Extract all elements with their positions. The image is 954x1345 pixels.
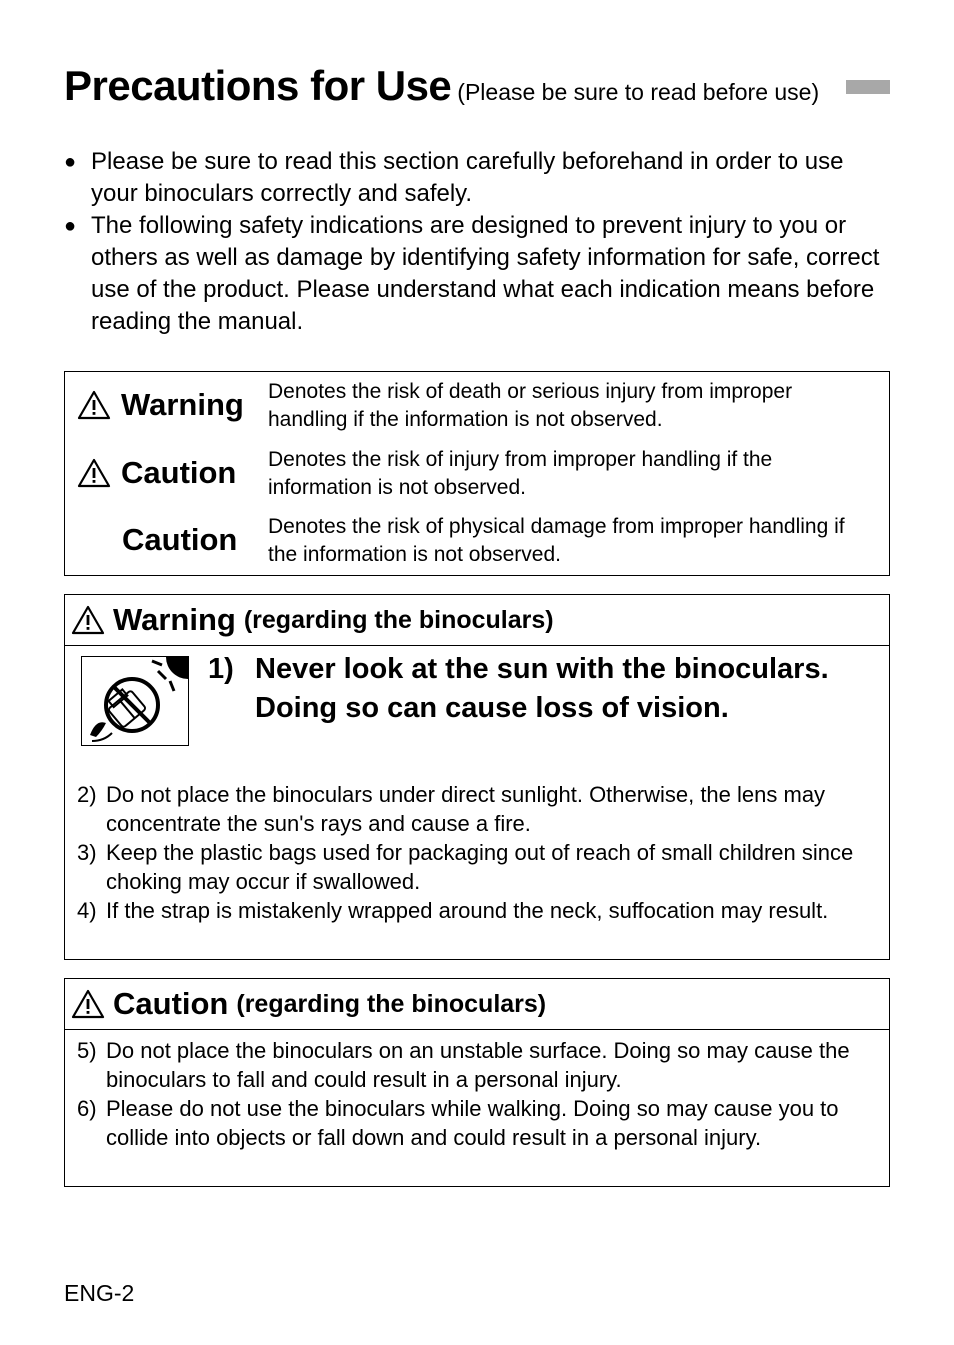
legend-label-text: Warning bbox=[121, 387, 244, 422]
warning-triangle-icon bbox=[71, 989, 105, 1019]
page-number: ENG-2 bbox=[64, 1280, 135, 1306]
warning-triangle-icon bbox=[77, 458, 111, 488]
do-not-look-at-sun-icon bbox=[81, 656, 189, 746]
page-title: Precautions for Use bbox=[64, 62, 452, 109]
legend-label-text: Caution bbox=[121, 455, 237, 490]
warning-item-list bbox=[77, 780, 877, 925]
legend-row-caution-damage bbox=[65, 507, 889, 573]
caution-heading: Caution bbox=[113, 986, 229, 1021]
caution-box bbox=[64, 978, 890, 1187]
warning-triangle-icon bbox=[71, 605, 105, 635]
item-text: If the strap is mistakenly wrapped around the neck, suffocation may result. bbox=[106, 898, 829, 923]
intro-text: Please be sure to read this section carefully beforehand in order to use your binoculars correctly and safely. bbox=[91, 148, 844, 207]
bullet-dot-icon: ● bbox=[64, 215, 77, 237]
intro-bullet bbox=[64, 210, 894, 338]
bullet-dot-icon: ● bbox=[64, 151, 77, 173]
list-item bbox=[77, 896, 877, 925]
intro-text: The following safety indications are designed to prevent injury to you or others as well as damage by identifying safety information for safe, correct use of the product. Please understand what each indication means before reading the manual. bbox=[91, 212, 880, 335]
legend-row-warning bbox=[65, 372, 889, 438]
legend-row-caution bbox=[65, 440, 889, 506]
legend-description: Denotes the risk of physical damage from improper handling if the information is not observed. bbox=[268, 515, 845, 566]
legend-description: Denotes the risk of death or serious injury from improper handling if the information is not observed. bbox=[268, 380, 793, 431]
list-item bbox=[77, 1036, 877, 1094]
item-text: Never look at the sun with the binoculars. Doing so can cause loss of vision. bbox=[255, 653, 829, 724]
legend-label bbox=[77, 372, 244, 438]
caution-subheading: (regarding the binoculars) bbox=[236, 989, 547, 1018]
caution-item-list bbox=[77, 1036, 877, 1152]
item-text: Do not place the binoculars under direct sunlight. Otherwise, the lens may concentrate the sun's rays and cause a fire. bbox=[106, 782, 826, 836]
list-item bbox=[77, 1094, 877, 1152]
item-text: Please do not use the binoculars while walking. Doing so may cause you to collide into objects or fall down and could result in a personal injury. bbox=[106, 1096, 839, 1150]
legend-label bbox=[77, 440, 236, 506]
item-number: 1) bbox=[208, 653, 234, 685]
intro-list bbox=[64, 146, 894, 338]
list-item bbox=[77, 838, 877, 896]
caution-box-header bbox=[65, 979, 889, 1030]
item-number: 3) bbox=[77, 840, 97, 865]
page-header bbox=[64, 62, 894, 110]
intro-bullet bbox=[64, 146, 894, 210]
warning-heading: Warning bbox=[113, 602, 236, 637]
warning-box-header bbox=[65, 595, 889, 646]
list-item bbox=[77, 780, 877, 838]
safety-legend-table bbox=[64, 371, 890, 576]
warning-box bbox=[64, 594, 890, 960]
item-text: Do not place the binoculars on an unstable surface. Doing so may cause the binoculars to fall and could result in a personal injury. bbox=[106, 1038, 850, 1092]
section-tab-marker bbox=[846, 80, 890, 94]
item-number: 4) bbox=[77, 898, 97, 923]
item-text: Keep the plastic bags used for packaging out of reach of small children since choking may occur if swallowed. bbox=[106, 840, 854, 894]
legend-description: Denotes the risk of injury from improper handling if the information is not observed. bbox=[268, 448, 773, 499]
legend-label bbox=[122, 507, 237, 573]
legend-label-text: Caution bbox=[122, 522, 238, 557]
featured-warning-item bbox=[208, 650, 868, 728]
page-subtitle: (Please be sure to read before use) bbox=[457, 79, 820, 105]
warning-subheading: (regarding the binoculars) bbox=[243, 605, 554, 634]
item-number: 6) bbox=[77, 1096, 97, 1121]
warning-triangle-icon bbox=[77, 390, 111, 420]
item-number: 5) bbox=[77, 1038, 97, 1063]
item-number: 2) bbox=[77, 782, 97, 807]
